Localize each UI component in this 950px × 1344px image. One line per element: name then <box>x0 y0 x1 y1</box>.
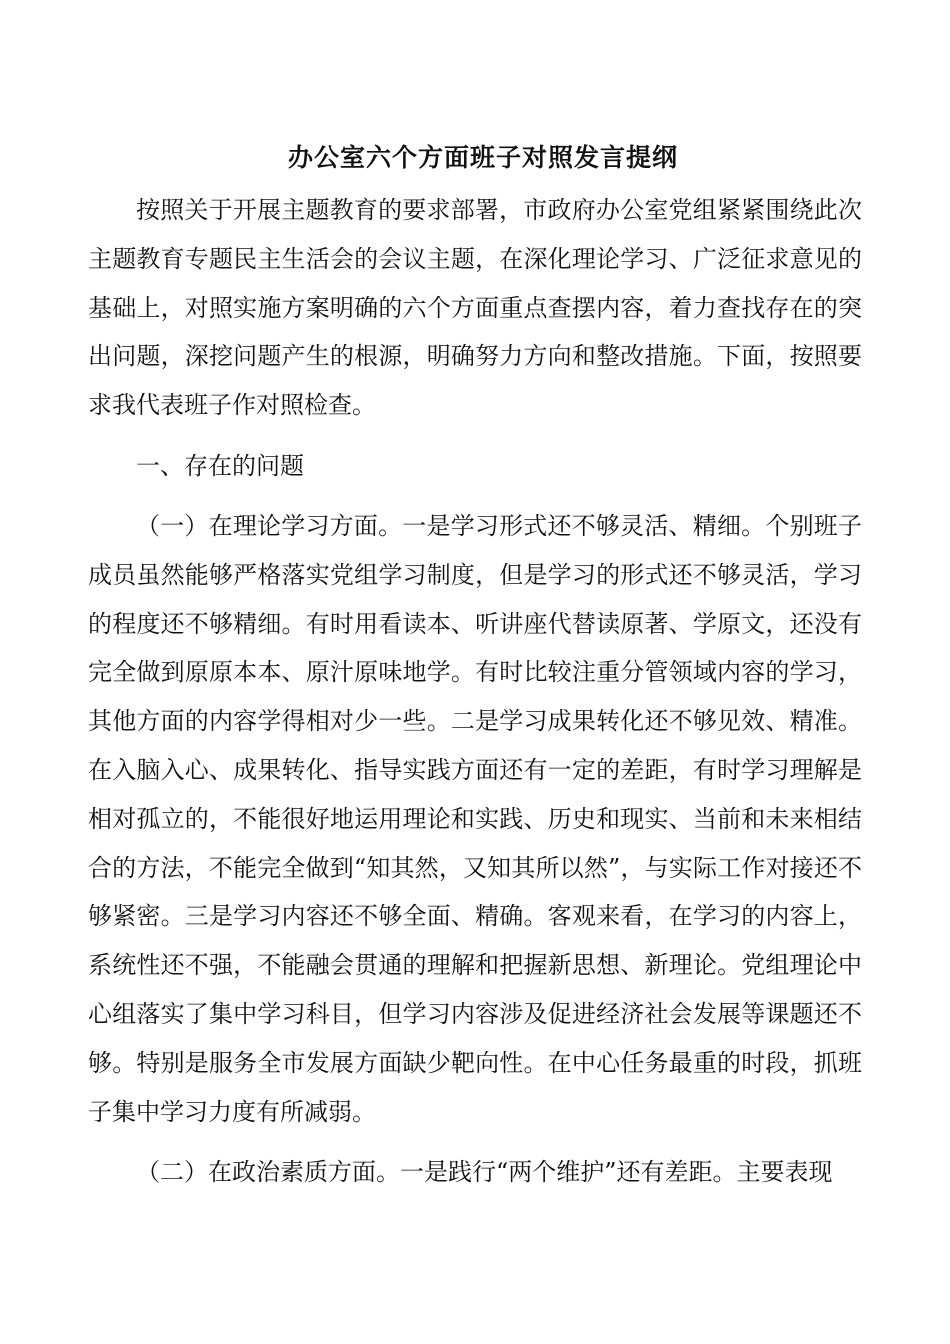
spacer <box>88 490 862 502</box>
item-2-paragraph: （二）在政治素质方面。一是践行“两个维护”还有差距。主要表现 <box>136 1158 833 1187</box>
section-heading: 一、存在的问题 <box>136 451 304 480</box>
item-1-paragraph: （一）在理论学习方面。一是学习形式还不够灵活、精细。个别班子成员虽然能够严格落实党组学习制度，但是学习的形式还不够灵活，学习的程度还不够精细。有时用看读本、听讲座代替读原著、学原文，还没有完全做到原原本本、原汁原味地学。有时比较注重分管领域内容的学习，其他方面的内容学得相对少一些。二是学习成果转化还不够见效、精准。在入脑入心、成果转化、指导实践方面还有一定的差距，有时学习理解是相对孤立的，不能很好地运用理论和实践、历史和现实、当前和未来相结合的方法，不能完全做到“知其然，又知其所以然”，与实际工作对接还不够紧密。三是学习内容还不够全面、精确。客观来看，在学习的内容上，系统性还不强，不能融会贯通的理解和把握新思想、新理论。党组理论中心组落实了集中学习科目，但学习内容涉及促进经济社会发展等课题还不够。特别是服务全市发展方面缺少靶向性。在中心任务最重的时段，抓班子集中学习力度有所减弱。 <box>88 511 862 1126</box>
document-page <box>88 138 862 1197</box>
intro-paragraph: 按照关于开展主题教育的要求部署，市政府办公室党组紧紧围绕此次主题教育专题民主生活会的会议主题，在深化理论学习、广泛征求意见的基础上，对照实施方案明确的六个方面重点查摆内容，着力查找存在的突出问题，深挖问题产生的根源，明确努力方向和整改措施。下面，按照要求我代表班子作对照检查。 <box>88 196 862 420</box>
document-title: 办公室六个方面班子对照发言提纲 <box>287 143 678 172</box>
spacer <box>88 430 862 442</box>
spacer <box>88 1136 862 1148</box>
